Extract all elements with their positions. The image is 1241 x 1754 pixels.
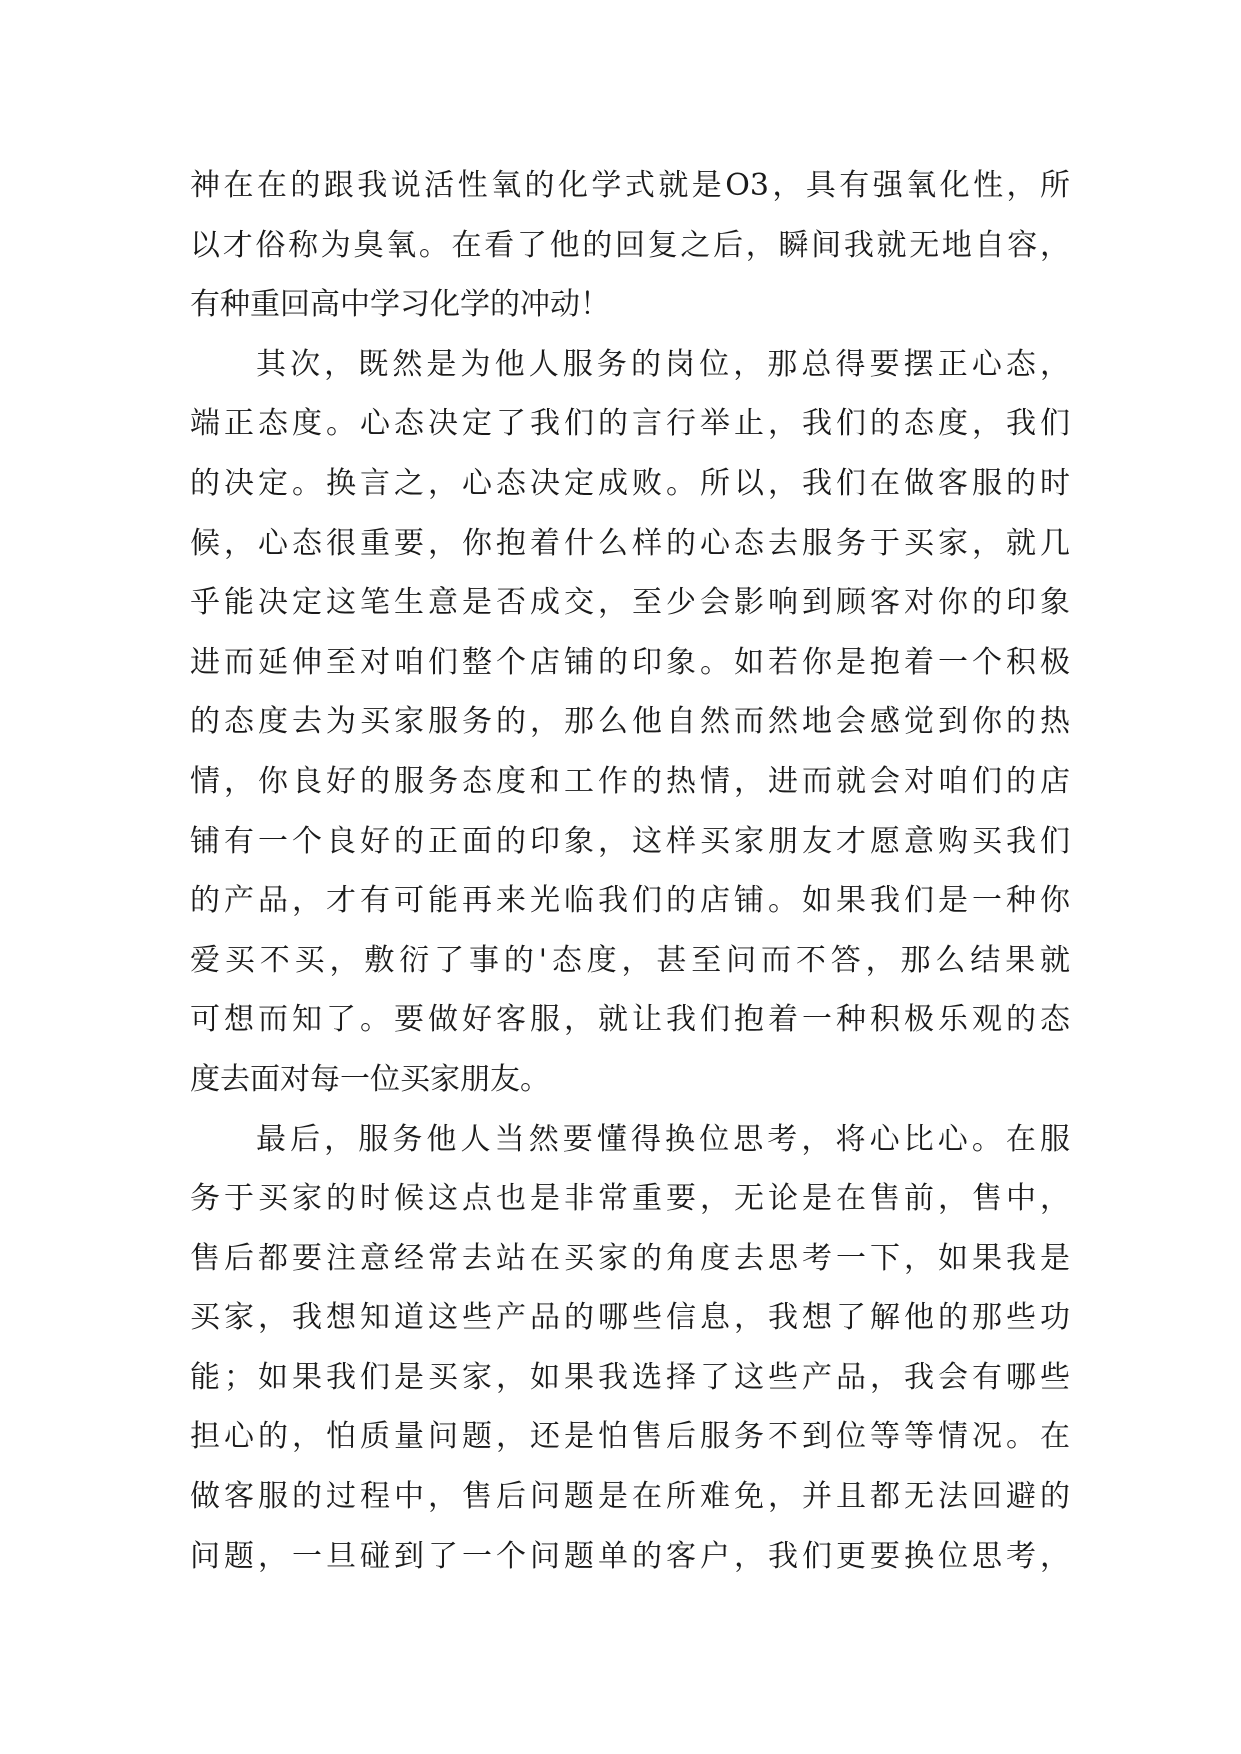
text-line bbox=[190, 931, 1070, 991]
text-line bbox=[190, 1050, 1070, 1110]
text-line bbox=[190, 1407, 1070, 1467]
text-line bbox=[190, 275, 1070, 335]
text-line-content: 候，心态很重要，你抱着什么样的心态去服务于买家，就几 bbox=[190, 525, 1070, 561]
text-line bbox=[190, 633, 1070, 693]
text-line bbox=[190, 156, 1070, 216]
text-line-content: 的态度去为买家服务的，那么他自然而然地会感觉到你的热 bbox=[190, 704, 1070, 740]
text-line-content: 爱买不买，敷衍了事的'态度，甚至问而不答，那么结果就 bbox=[190, 942, 1070, 978]
text-line-content: 买家，我想知道这些产品的哪些信息，我想了解他的那些功 bbox=[190, 1300, 1070, 1336]
text-line bbox=[190, 812, 1070, 872]
text-line bbox=[190, 573, 1070, 633]
body-text bbox=[190, 156, 1070, 1586]
text-line-content: 铺有一个良好的正面的印象，这样买家朋友才愿意购买我们 bbox=[190, 823, 1070, 859]
text-line-content: 最后，服务他人当然要懂得换位思考，将心比心。在服 bbox=[256, 1121, 1070, 1157]
text-line bbox=[190, 990, 1070, 1050]
text-line-content: 度去面对每一位买家朋友。 bbox=[190, 1061, 550, 1097]
text-line bbox=[190, 1169, 1070, 1229]
text-line bbox=[190, 752, 1070, 812]
text-line-content: 神在在的跟我说活性氧的化学式就是O3，具有强氧化性，所 bbox=[190, 168, 1070, 203]
text-line-content: 情，你良好的服务态度和工作的热情，进而就会对咱们的店 bbox=[190, 763, 1070, 799]
text-line bbox=[190, 1288, 1070, 1348]
text-line bbox=[190, 216, 1070, 276]
text-line-content: 的产品，才有可能再来光临我们的店铺。如果我们是一种你 bbox=[190, 883, 1070, 919]
text-line bbox=[190, 514, 1070, 574]
text-line bbox=[190, 335, 1070, 395]
text-line-content: 其次，既然是为他人服务的岗位，那总得要摆正心态， bbox=[256, 346, 1070, 382]
text-line bbox=[190, 454, 1070, 514]
text-line-content: 能；如果我们是买家，如果我选择了这些产品，我会有哪些 bbox=[190, 1359, 1070, 1395]
text-line-content: 进而延伸至对咱们整个店铺的印象。如若你是抱着一个积极 bbox=[190, 644, 1070, 680]
text-line bbox=[190, 1229, 1070, 1289]
text-line bbox=[190, 871, 1070, 931]
text-line bbox=[190, 1110, 1070, 1170]
text-line-content: 端正态度。心态决定了我们的言行举止，我们的态度，我们 bbox=[190, 406, 1070, 442]
text-line-content: 可想而知了。要做好客服，就让我们抱着一种积极乐观的态 bbox=[190, 1002, 1070, 1038]
text-line-content: 有种重回高中学习化学的冲动！ bbox=[190, 287, 610, 323]
text-line bbox=[190, 1467, 1070, 1527]
text-line bbox=[190, 692, 1070, 752]
text-line-content: 务于买家的时候这点也是非常重要，无论是在售前，售中， bbox=[190, 1181, 1070, 1217]
text-line-content: 做客服的过程中，售后问题是在所难免，并且都无法回避的 bbox=[190, 1479, 1070, 1515]
text-line-content: 的决定。换言之，心态决定成败。所以，我们在做客服的时 bbox=[190, 465, 1070, 501]
text-line bbox=[190, 1348, 1070, 1408]
text-line bbox=[190, 394, 1070, 454]
text-line-content: 以才俗称为臭氧。在看了他的回复之后，瞬间我就无地自容， bbox=[190, 227, 1070, 263]
text-line-content: 问题，一旦碰到了一个问题单的客户，我们更要换位思考， bbox=[190, 1538, 1070, 1574]
text-line bbox=[190, 1527, 1070, 1587]
text-line-content: 售后都要注意经常去站在买家的角度去思考一下，如果我是 bbox=[190, 1240, 1070, 1276]
text-line-content: 乎能决定这笔生意是否成交，至少会影响到顾客对你的印象 bbox=[190, 585, 1070, 621]
text-line-content: 担心的，怕质量问题，还是怕售后服务不到位等等情况。在 bbox=[190, 1419, 1070, 1455]
